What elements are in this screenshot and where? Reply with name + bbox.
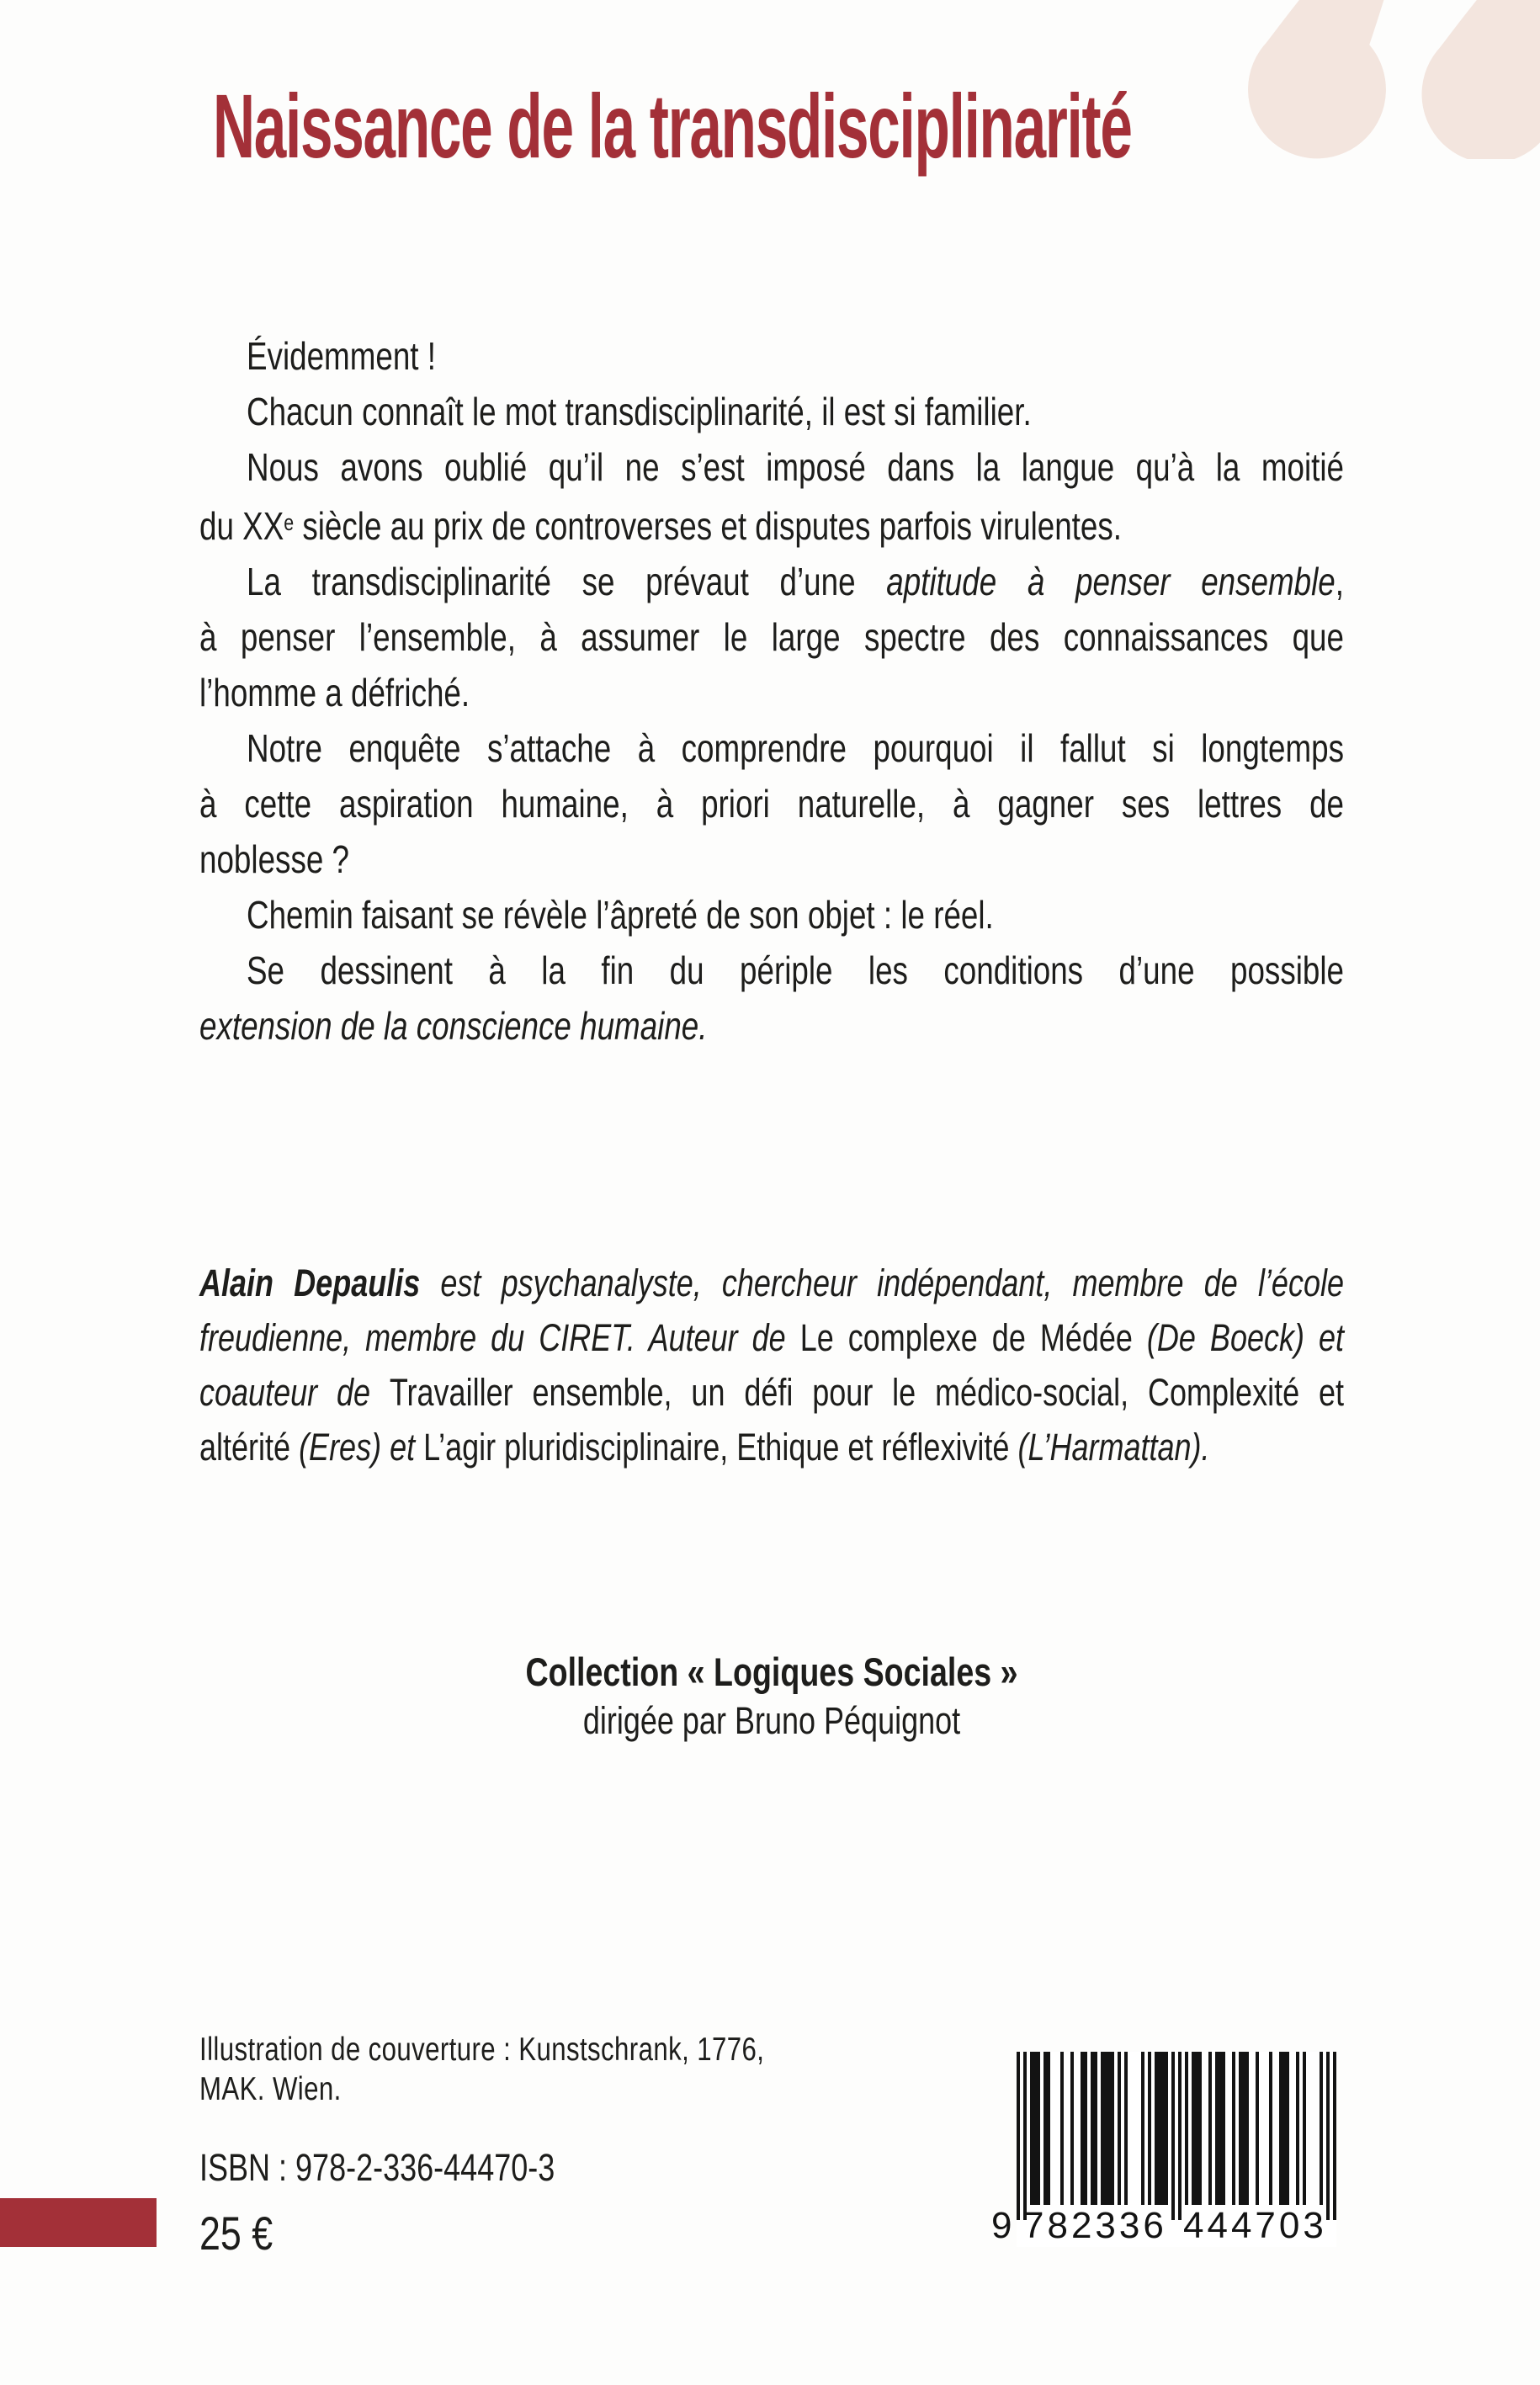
barcode-bar xyxy=(1171,2052,1175,2220)
text-segment: siècle au prix de controverses et disputes parfois virulentes. xyxy=(294,504,1122,549)
text-segment: extension de la conscience humaine. xyxy=(199,1004,708,1049)
text-line xyxy=(199,943,1344,998)
text-line xyxy=(199,1420,1344,1474)
back-cover-text xyxy=(199,328,1344,1054)
barcode-bar xyxy=(1269,2052,1272,2205)
barcode-bar xyxy=(1037,2052,1040,2205)
text-segment: Chemin faisant se révèle l’âpreté de son objet : le réel. xyxy=(247,893,994,938)
barcode-bar xyxy=(1178,2052,1182,2220)
barcode-bar xyxy=(1165,2052,1168,2205)
barcode-bar xyxy=(1060,2052,1064,2205)
text-segment: (Eres) et xyxy=(299,1426,424,1469)
barcode-bar xyxy=(1118,2052,1121,2205)
barcode-bar xyxy=(1256,2052,1259,2205)
barcode-bar xyxy=(1047,2052,1050,2205)
text-segment: Nous avons oublié qu’il ne s’est imposé dans la langue qu’à la moitié xyxy=(247,445,1344,489)
text-line xyxy=(199,439,1344,495)
barcode-digit-group-2: 782336 xyxy=(1023,2205,1167,2246)
isbn-label: ISBN : 978-2-336-44470-3 xyxy=(199,2146,555,2189)
barcode xyxy=(991,2052,1336,2247)
text-segment: , xyxy=(1335,560,1344,604)
book-title-wrap xyxy=(213,75,1336,177)
text-segment: à penser l’ensemble, à assumer le large spectre des connaissances que xyxy=(199,615,1344,660)
text-line xyxy=(199,554,1344,609)
barcode-bar xyxy=(1070,2052,1074,2205)
barcode-bar xyxy=(1245,2052,1249,2205)
barcode-bar xyxy=(1141,2052,1144,2205)
text-segment: Se dessinent à la fin du périple les conditions d’une possible xyxy=(247,948,1344,993)
text-segment: Travailler ensemble, un défi pour le médico-social, Complexité et xyxy=(389,1371,1345,1414)
text-line xyxy=(199,887,1344,943)
text-segment: coauteur de xyxy=(199,1371,390,1414)
text-segment: du XX xyxy=(199,504,284,549)
barcode-bar xyxy=(1320,2052,1323,2205)
text-segment: L’agir pluridisciplinaire, Ethique et réflexivité xyxy=(423,1426,1018,1469)
text-segment: La transdisciplinarité se prévaut d’une xyxy=(247,560,887,604)
book-title: Naissance de la transdisciplinarité xyxy=(213,75,1132,177)
text-segment: freudienne, membre du CIRET. Auteur de xyxy=(199,1316,800,1359)
text-line xyxy=(199,720,1344,776)
text-line xyxy=(199,1256,1344,1310)
barcode-bar xyxy=(1111,2052,1114,2205)
text-segment: Notre enquête s’attache à comprendre pourquoi il fallut si longtemps xyxy=(247,726,1344,771)
barcode-bar xyxy=(1333,2052,1336,2220)
barcode-bar xyxy=(1286,2052,1289,2205)
barcode-bar xyxy=(1208,2052,1212,2205)
author-bio xyxy=(199,1256,1344,1474)
text-segment: (L’Harmattan). xyxy=(1017,1426,1210,1469)
price-label: 25 € xyxy=(199,2207,273,2260)
barcode-digit-group-1: 9 xyxy=(991,2205,1012,2246)
collection-name: Collection « Logiques Sociales » xyxy=(525,1649,1018,1694)
barcode-bar xyxy=(1232,2052,1235,2205)
barcode-bar xyxy=(1198,2052,1202,2205)
collection-info xyxy=(199,1648,1344,1745)
barcode-bar xyxy=(1185,2052,1188,2205)
collection-director: dirigée par Bruno Péquignot xyxy=(582,1699,961,1742)
barcode-bar xyxy=(1084,2052,1087,2205)
text-segment: Évidemment ! xyxy=(247,334,436,378)
text-line xyxy=(199,1365,1344,1420)
text-line xyxy=(199,998,1344,1054)
barcode-bar xyxy=(1303,2052,1306,2205)
barcode-digit-group-3: 444703 xyxy=(1183,2205,1327,2246)
text-line xyxy=(199,665,1344,720)
text-line xyxy=(199,609,1344,665)
text-segment: altérité xyxy=(199,1426,300,1469)
text-line xyxy=(199,1310,1344,1365)
credit-line-1: Illustration de couverture : Kunstschrank, 1776, xyxy=(199,2032,765,2068)
barcode-numbers xyxy=(991,2205,1336,2246)
quote-comma-2 xyxy=(1422,0,1540,159)
barcode-bar xyxy=(1124,2052,1128,2205)
text-segment: l’homme a défriché. xyxy=(199,671,470,715)
barcode-bar xyxy=(1222,2052,1225,2205)
barcode-bar xyxy=(1023,2052,1027,2220)
text-segment: Le complexe de Médée xyxy=(799,1316,1147,1359)
barcode-bar xyxy=(1326,2052,1330,2220)
text-segment: est psychanalyste, chercheur indépendant, membre de l’école xyxy=(420,1262,1344,1304)
text-segment: Chacun connaît le mot transdisciplinarité, il est si familier. xyxy=(247,390,1032,433)
text-segment: à cette aspiration humaine, à priori naturelle, à gagner ses lettres de xyxy=(199,782,1344,826)
text-segment: noblesse ? xyxy=(199,837,349,882)
text-line xyxy=(199,831,1344,887)
text-line xyxy=(199,495,1344,554)
text-line xyxy=(199,328,1344,384)
barcode-bar xyxy=(1017,2052,1020,2220)
barcode-bar xyxy=(1296,2052,1299,2205)
text-segment: (De Boeck) et xyxy=(1146,1316,1344,1359)
text-segment: e xyxy=(284,510,295,535)
accent-color-bar xyxy=(0,2198,157,2247)
barcode-bar xyxy=(1148,2052,1151,2205)
barcode-bar xyxy=(1094,2052,1097,2205)
text-line xyxy=(199,384,1344,439)
text-line xyxy=(199,776,1344,831)
text-segment: aptitude à penser ensemble xyxy=(886,560,1336,604)
text-segment: Alain Depaulis xyxy=(199,1262,421,1304)
credit-line-2: MAK. Wien. xyxy=(199,2071,342,2107)
